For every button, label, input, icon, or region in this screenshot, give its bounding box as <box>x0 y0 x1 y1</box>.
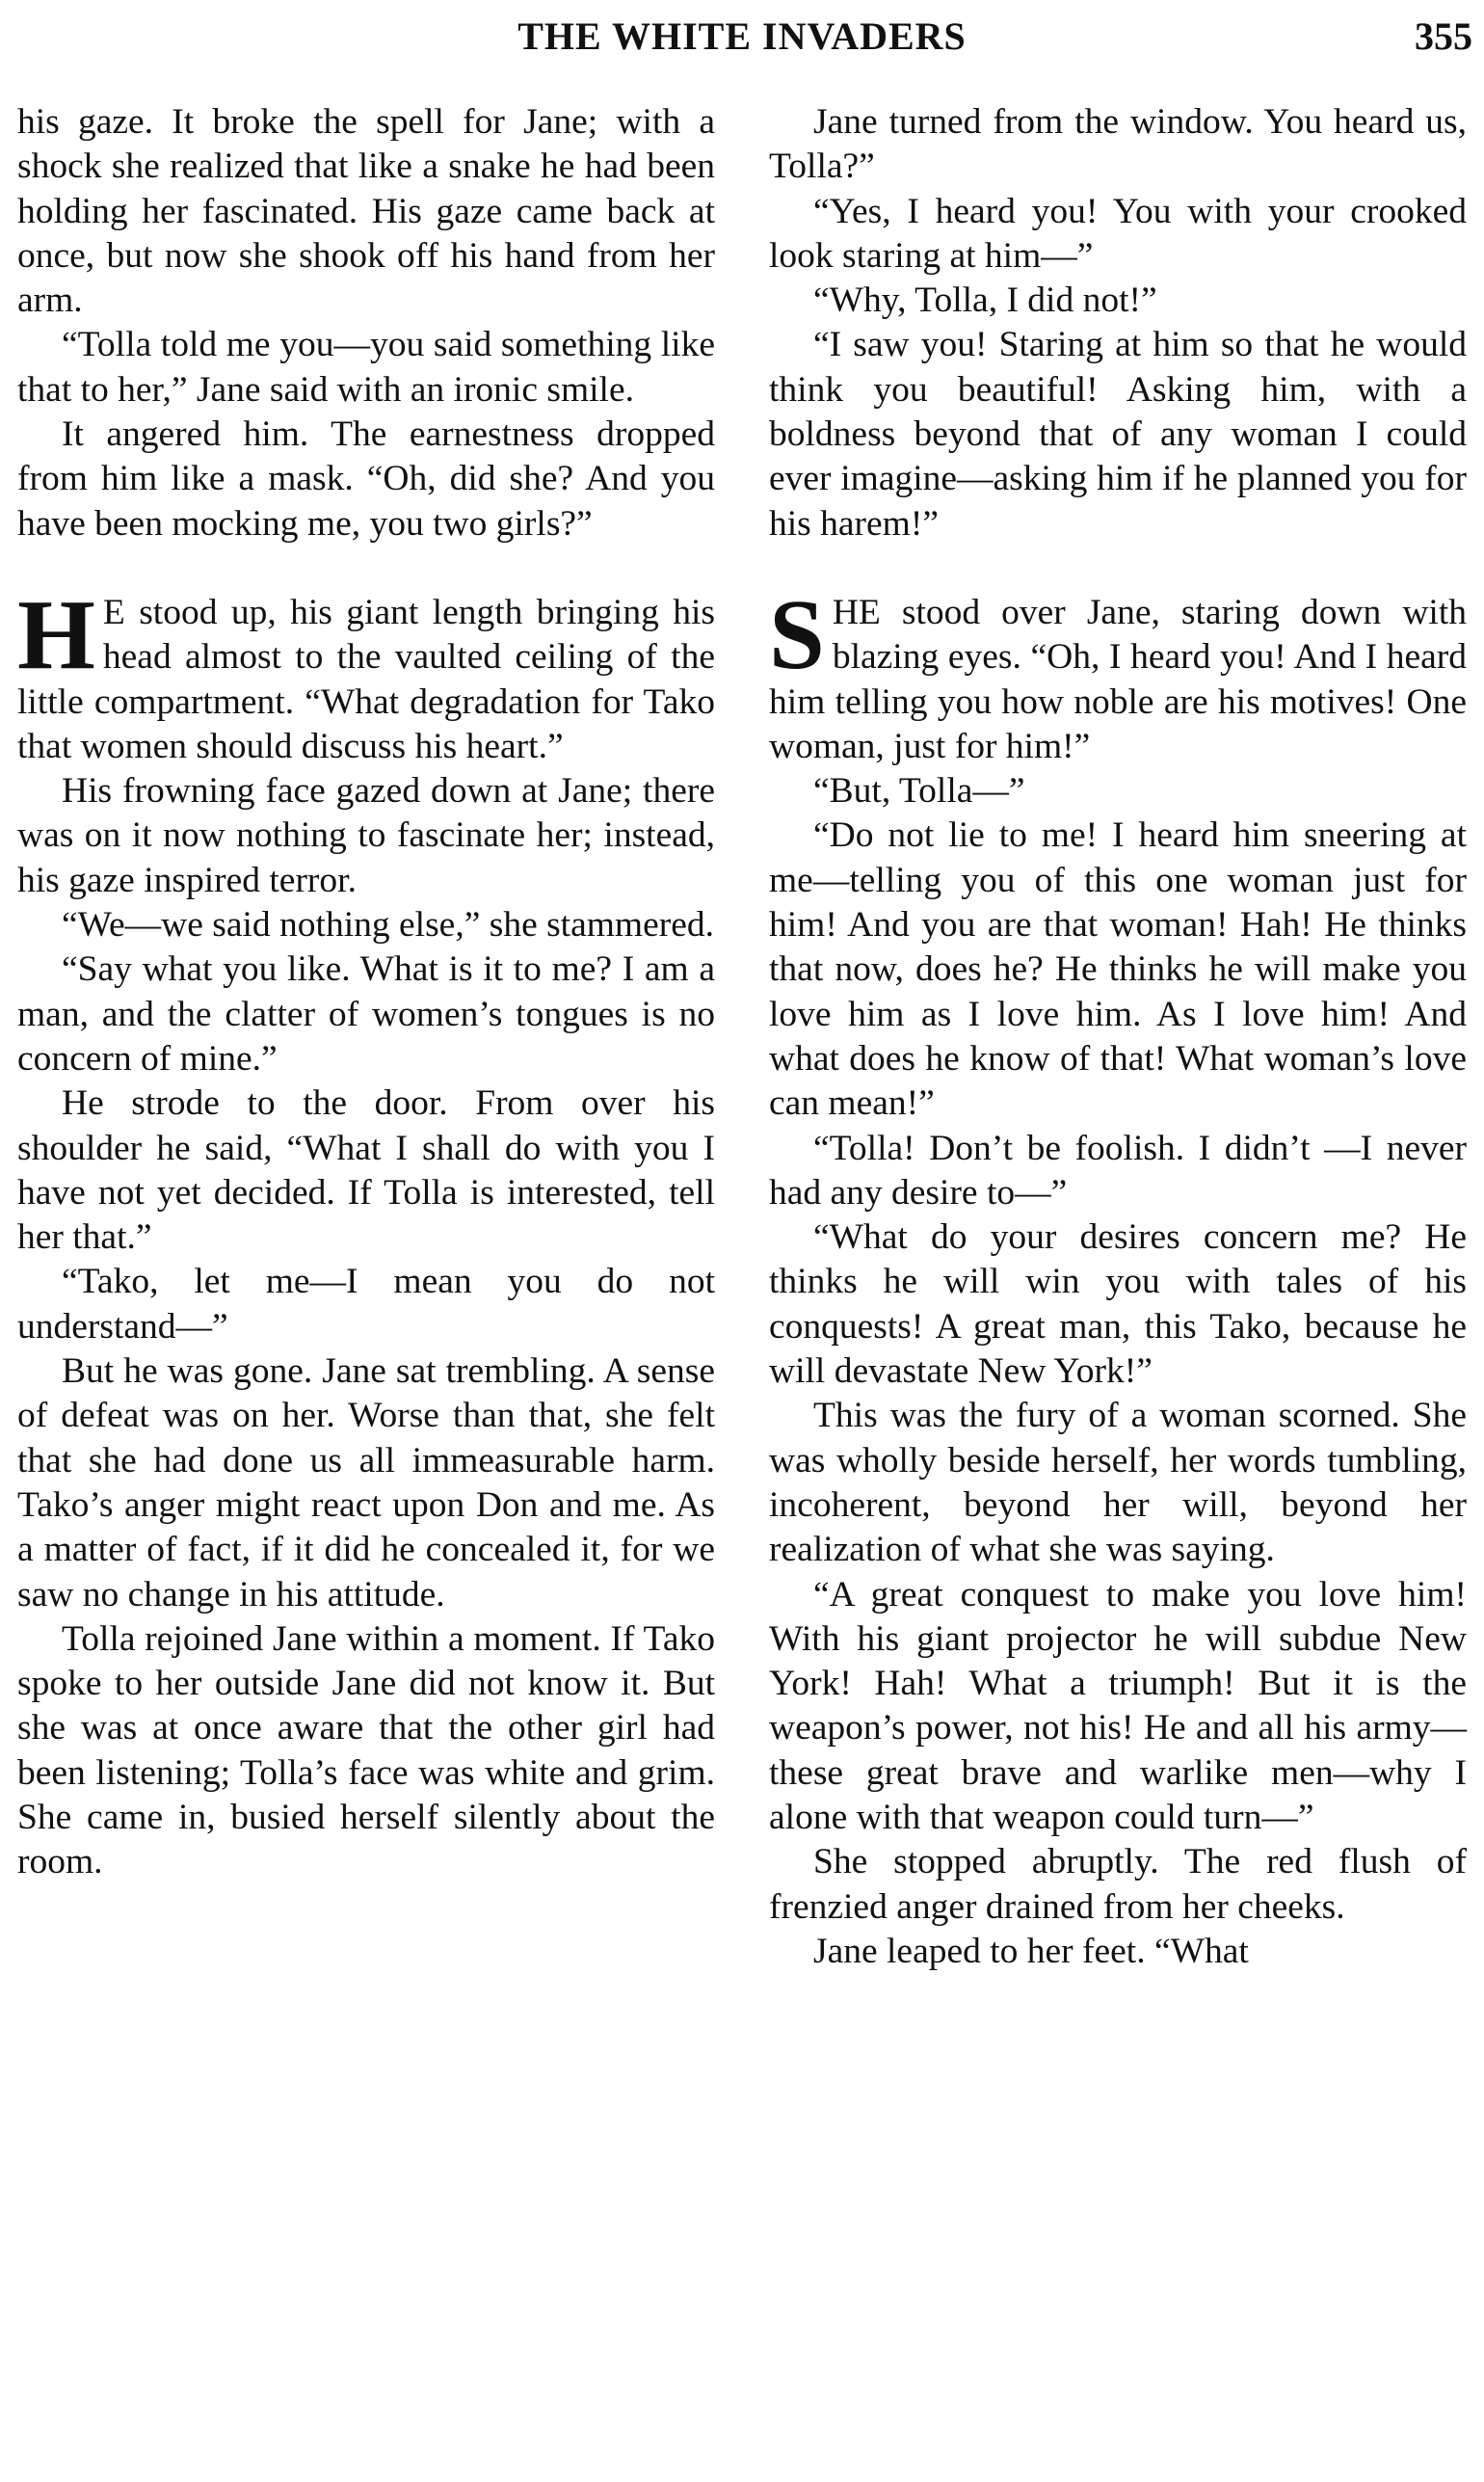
paragraph-text: E stood up, his giant length bringing his head almost to the vaulted ceiling of the little compartment. “What degradation for Tako that women should discuss his heart.” <box>17 592 715 766</box>
page-number: 355 <box>1415 14 1472 58</box>
paragraph: It angered him. The earnestness dropped from him like a mask. “Oh, did she? And you have been mocking me, you two girls?” <box>17 414 715 544</box>
section-opening-paragraph <box>17 578 715 769</box>
drop-cap: S <box>769 578 825 690</box>
paragraph: “Yes, I heard you! You with your crooked look staring at him—” <box>769 191 1467 276</box>
paragraph: “Why, Tolla, I did not!” <box>813 280 1157 321</box>
section-opening-paragraph <box>769 578 1467 769</box>
paragraph-text: HE stood over Jane, staring down with blazing eyes. “Oh, I heard you! And I heard him telling you how noble are his motives! One woman, just for him!” <box>769 592 1467 766</box>
paragraph: “Tolla! Don’t be foolish. I didn’t —I never had any desire to—” <box>769 1128 1467 1213</box>
page-header <box>0 13 1484 62</box>
paragraph: “I saw you! Staring at him so that he would think you beautiful! Asking him, with a boldness beyond that of any woman I could ever imagine—asking him if he planned you for his harem!” <box>769 325 1467 544</box>
paragraph: “But, Tolla—” <box>813 771 1025 812</box>
paragraph: His frowning face gazed down at Jane; there was on it now nothing to fascinate her; instead, his gaze inspired terror. <box>17 771 715 900</box>
paragraph: But he was gone. Jane sat trembling. A sense of defeat was on her. Worse than that, she felt that she had done us all immeasurable harm. Tako’s anger might react upon Don and me. As a matter of fact, if it did he concealed it, for we saw no change in his attitude. <box>17 1351 715 1615</box>
left-column <box>17 100 715 1885</box>
paragraph: Jane turned from the window. You heard us, Tolla?” <box>769 102 1467 187</box>
paragraph: “We—we said nothing else,” she stammered. <box>62 905 714 946</box>
drop-cap: H <box>17 578 95 690</box>
paragraph: “Tolla told me you—you said something like that to her,” Jane said with an ironic smile. <box>17 325 715 410</box>
paragraph: “Do not lie to me! I heard him sneering at me—telling you of this one woman just for him! And you are that woman! Hah! He thinks that now, does he? He thinks he will make you love him as I love him. As I love him! And what does he know of that! What woman’s love can mean!” <box>769 815 1467 1124</box>
running-head-title: THE WHITE INVADERS <box>517 14 967 58</box>
right-column <box>769 100 1467 1974</box>
paragraph: “A great conquest to make you love him! With his giant projector he will subdue New York! Hah! What a triumph! But it is the weapon’s power, not his! He and all his army—these great brave and warlike men—why I alone with that weapon could turn—” <box>769 1574 1467 1837</box>
paragraph: “Say what you like. What is it to me? I am a man, and the clatter of women’s tongues is no concern of mine.” <box>17 949 715 1079</box>
paragraph: “Tako, let me—I mean you do not understand—” <box>17 1262 715 1347</box>
paragraph: Jane leaped to her feet. “What <box>813 1931 1249 1971</box>
paragraph: He strode to the door. From over his shoulder he said, “What I shall do with you I have not yet decided. If Tolla is interested, tell her that.” <box>17 1083 715 1258</box>
paragraph: This was the fury of a woman scorned. She was wholly beside herself, her words tumbling, incoherent, beyond her will, beyond her realization of what she was saying. <box>769 1396 1467 1570</box>
paragraph: his gaze. It broke the spell for Jane; with a shock she realized that like a snake he had been holding her fascinated. His gaze came back at once, but now she shook off his hand from her arm. <box>17 102 715 321</box>
paragraph: “What do your desires concern me? He thinks he will win you with tales of his conquests! A great man, this Tako, because he will devastate New York!” <box>769 1217 1467 1392</box>
paragraph: Tolla rejoined Jane within a moment. If Tako spoke to her outside Jane did not know it. But she was at once aware that the other girl had been listening; Tolla’s face was white and grim. She came in, busied herself silently about the room. <box>17 1618 715 1882</box>
paragraph: She stopped abruptly. The red flush of frenzied anger drained from her cheeks. <box>769 1842 1467 1927</box>
